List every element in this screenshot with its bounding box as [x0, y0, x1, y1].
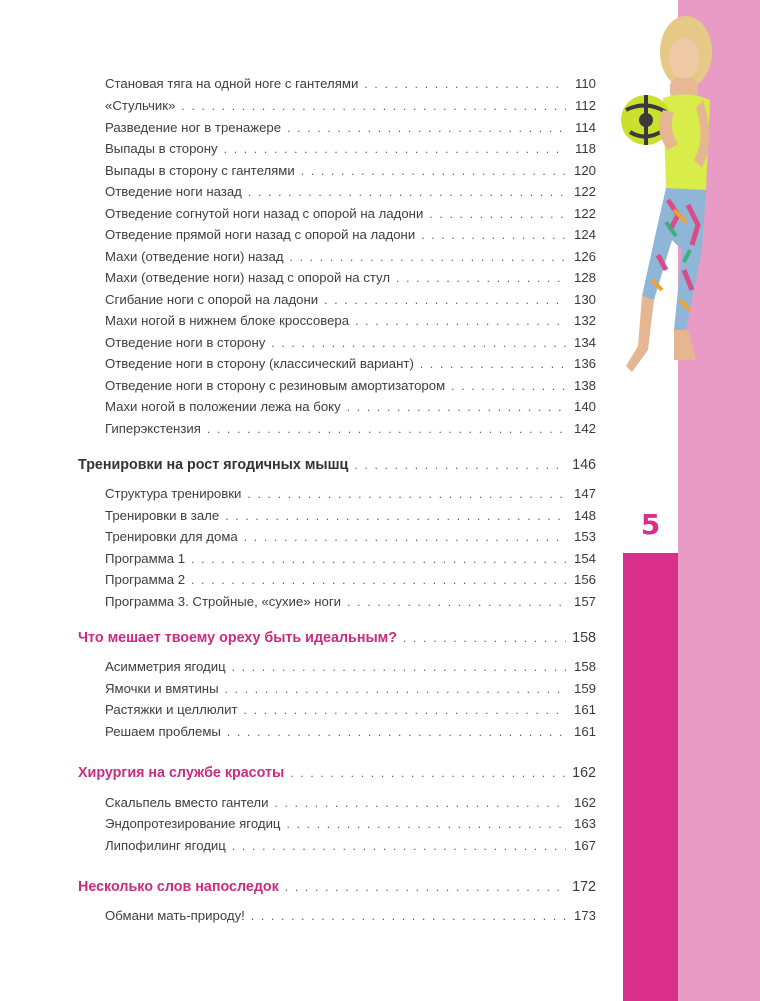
- toc-entry[interactable]: Махи ногой в нижнем блоке кроссовера . . . 132: [105, 313, 596, 328]
- toc-entry[interactable]: Выпады в сторону с гантелями . . . 120: [105, 163, 596, 178]
- toc-entry[interactable]: Тренировки для дома . . . 153: [105, 529, 596, 544]
- toc-entry[interactable]: Отведение согнутой ноги назад с опорой на ладони . . . 122: [105, 206, 596, 221]
- toc-entry[interactable]: Решаем проблемы . . . 161: [105, 724, 596, 739]
- toc-entry[interactable]: Программа 3. Стройные, «сухие» ноги . . . 157: [105, 594, 596, 609]
- toc-entry[interactable]: Отведение ноги в сторону . . . 134: [105, 335, 596, 350]
- toc-entry[interactable]: Разведение ног в тренажере . . . 114: [105, 120, 596, 135]
- toc-entry[interactable]: Выпады в сторону . . . 118: [105, 141, 596, 156]
- chapter-tab: [623, 553, 678, 1001]
- toc-entry[interactable]: Программа 1 . . . 154: [105, 551, 596, 566]
- toc-entry[interactable]: Махи ногой в положении лежа на боку . . . 140: [105, 399, 596, 414]
- toc-section-heading[interactable]: Что мешает твоему ореху быть идеальным? . . . 158: [78, 630, 596, 646]
- toc-entry[interactable]: Эндопротезирование ягодиц . . . 163: [105, 816, 596, 831]
- woman-with-medicine-ball-illustration: [608, 0, 718, 395]
- toc-entry[interactable]: Отведение ноги назад . . . 122: [105, 184, 596, 199]
- toc-entry[interactable]: Липофилинг ягодиц . . . 167: [105, 838, 596, 853]
- toc-entry[interactable]: Махи (отведение ноги) назад . . . 126: [105, 249, 596, 264]
- toc-entry[interactable]: Тренировки в зале . . . 148: [105, 508, 596, 523]
- toc-entry[interactable]: Обмани мать-природу! . . . 173: [105, 908, 596, 923]
- toc-entry[interactable]: Отведение ноги в сторону (классический вариант) . . . 136: [105, 356, 596, 371]
- toc-entry[interactable]: Асимметрия ягодиц . . . 158: [105, 659, 596, 674]
- toc-section-heading[interactable]: Тренировки на рост ягодичных мышц . . . 146: [78, 457, 596, 473]
- toc-entry[interactable]: Становая тяга на одной ноге с гантелями . . . 110: [105, 76, 596, 91]
- toc-entry[interactable]: Отведение прямой ноги назад с опорой на ладони . . . 124: [105, 227, 596, 242]
- toc-entry[interactable]: Программа 2 . . . 156: [105, 572, 596, 587]
- toc-entry[interactable]: Ямочки и вмятины . . . 159: [105, 681, 596, 696]
- toc-entry[interactable]: Махи (отведение ноги) назад с опорой на стул . . . 128: [105, 270, 596, 285]
- toc-entry[interactable]: Структура тренировки . . . 147: [105, 486, 596, 501]
- toc-entry[interactable]: «Стульчик» . . . 112: [105, 98, 596, 113]
- side-page-number: 5: [640, 508, 661, 541]
- toc-entry[interactable]: Сгибание ноги с опорой на ладони . . . 130: [105, 292, 596, 307]
- toc-entry[interactable]: Гиперэкстензия . . . 142: [105, 421, 596, 436]
- toc-entry[interactable]: Скальпель вместо гантели . . . 162: [105, 795, 596, 810]
- toc-section-heading[interactable]: Несколько слов напоследок . . . 172: [78, 879, 596, 895]
- toc-entry[interactable]: Отведение ноги в сторону с резиновым амортизатором . . . 138: [105, 378, 596, 393]
- toc-entry[interactable]: Растяжки и целлюлит . . . 161: [105, 702, 596, 717]
- toc-section-heading[interactable]: Хирургия на службе красоты . . . 162: [78, 765, 596, 781]
